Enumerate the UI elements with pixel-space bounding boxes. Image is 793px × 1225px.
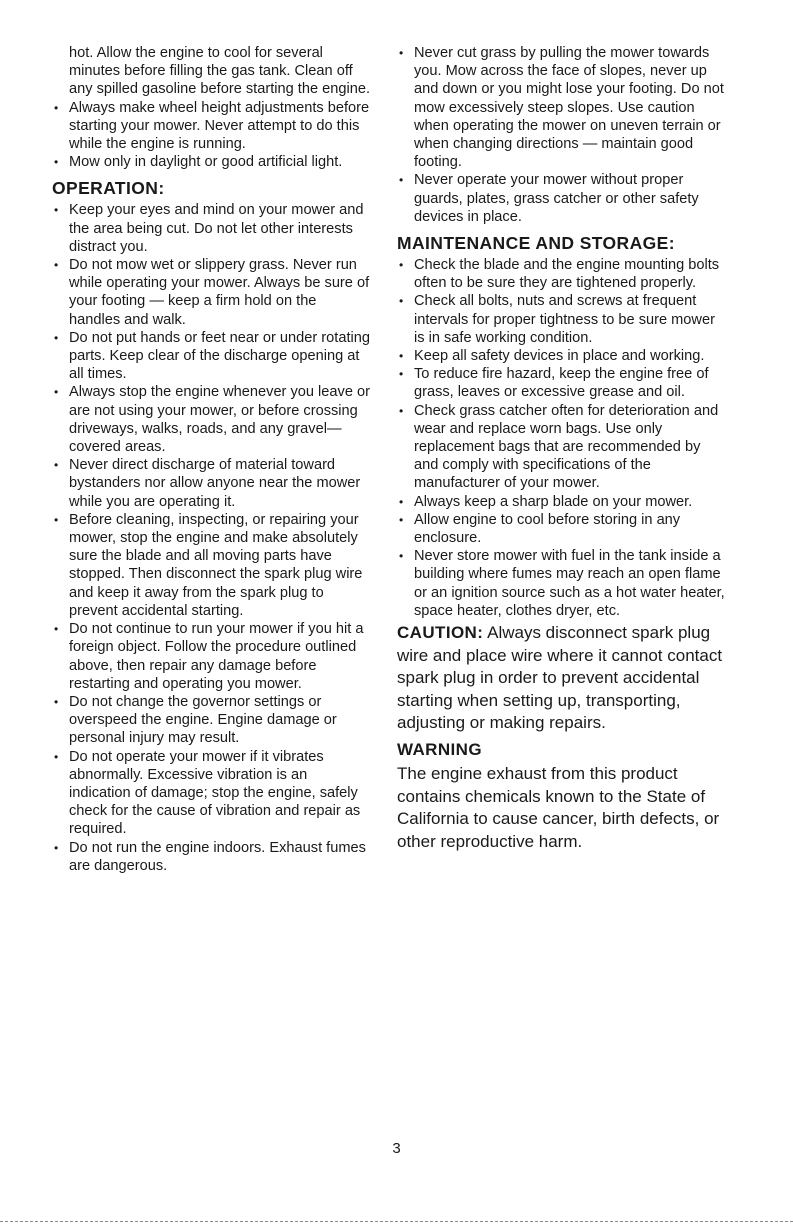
- list-item: • Do not continue to run your mower if you hit a foreign object. Follow the procedure outlined above, then repair any damage before restarting and operating you mower.: [54, 621, 364, 692]
- maintenance-heading: MAINTENANCE AND STORAGE:: [397, 233, 675, 254]
- list-item: • Keep all safety devices in place and working.: [399, 348, 705, 365]
- bullet-icon: •: [54, 100, 59, 115]
- list-item: • Check grass catcher often for deterioration and wear and replace worn bags. Use only replacement bags that are recommended by and comply with specifications of the manufacturer of your mower.: [399, 402, 719, 492]
- list-item: • Never cut grass by pulling the mower towards you. Mow across the face of slopes, never up and down or you might lose your footing. Do not mow excessively steep slopes. Use caution when operating the mower on uneven terrain or when changing directions — maintain good footing.: [399, 45, 724, 171]
- list-item: • Never store mower with fuel in the tank inside a building where fumes may reach an open flame or an ignition source such as a hot water heater, space heater, clothes dryer, etc.: [399, 548, 725, 619]
- bullet-icon: •: [54, 840, 59, 855]
- bullet-list-top-left: [52, 99, 370, 172]
- list-item: • Do not operate your mower if it vibrates abnormally. Excessive vibration is an indication of damage; stop the engine, safely check for the cause of vibration and repair as required.: [54, 748, 361, 838]
- continuation-text: hot. Allow the engine to cool for several minutes before filling the gas tank. Clean off any spilled gasoline before starting the engine.: [69, 45, 370, 98]
- caution-paragraph: [397, 622, 727, 735]
- bullet-icon: •: [399, 349, 404, 364]
- bullet-icon: •: [399, 494, 404, 509]
- warning-text: The engine exhaust from this product contains chemicals known to the State of California to cause cancer, birth defects, or other reproductive harm.: [397, 764, 720, 851]
- operation-heading: OPERATION:: [52, 178, 165, 199]
- list-item: • Do not put hands or feet near or under rotating parts. Keep clear of the discharge opening at all times.: [54, 329, 370, 383]
- bullet-icon: •: [399, 258, 404, 273]
- bullet-icon: •: [54, 203, 59, 218]
- list-item: • To reduce fire hazard, keep the engine free of grass, leaves or excessive grease and oil.: [399, 366, 709, 401]
- maintenance-list: [397, 256, 727, 620]
- bullet-icon: •: [54, 694, 59, 709]
- list-item: • Do not change the governor settings or overspeed the engine. Engine damage or personal injury may result.: [54, 693, 337, 747]
- bullet-icon: •: [54, 258, 59, 273]
- list-item: • Always make wheel height adjustments before starting your mower. Never attempt to do this while the engine is running.: [54, 99, 370, 153]
- list-item: • Check all bolts, nuts and screws at frequent intervals for proper tightness to be sure mower is in safe working condition.: [399, 293, 715, 346]
- bullet-icon: •: [399, 549, 404, 564]
- bullet-icon: •: [399, 403, 404, 418]
- warning-heading: WARNING: [397, 740, 482, 760]
- list-item: • Keep your eyes and mind on your mower and the area being cut. Do not let other interests distract you.: [54, 202, 364, 255]
- bullet-icon: •: [54, 155, 59, 170]
- right-column: [397, 44, 727, 853]
- bullet-icon: •: [54, 512, 59, 527]
- caution-text: Always disconnect spark plug wire and place wire where it cannot contact spark plug in order to prevent accidental starting when setting up, transporting, adjusting or making repairs.: [397, 623, 723, 733]
- bullet-icon: •: [54, 458, 59, 473]
- list-item: • Mow only in daylight or good artificial light.: [54, 154, 343, 171]
- bullet-icon: •: [399, 173, 404, 188]
- bullet-icon: •: [54, 330, 59, 345]
- list-item: • Always keep a sharp blade on your mower.: [399, 493, 693, 510]
- list-item: • Do not run the engine indoors. Exhaust fumes are dangerous.: [54, 839, 366, 874]
- bullet-icon: •: [399, 294, 404, 309]
- list-item: • Allow engine to cool before storing in any enclosure.: [399, 511, 681, 547]
- operation-list: [52, 201, 370, 875]
- bullet-icon: •: [399, 367, 404, 382]
- bullet-icon: •: [54, 385, 59, 400]
- list-item: • Check the blade and the engine mounting bolts often to be sure they are tightened properly.: [399, 257, 720, 292]
- list-item: • Do not mow wet or slippery grass. Never run while operating your mower. Always be sure of your footing — keep a firm hold on the handles and walk.: [54, 257, 370, 328]
- list-item: • Never direct discharge of material toward bystanders nor allow anyone near the mower while you are operating it.: [54, 457, 361, 510]
- list-item: • Before cleaning, inspecting, or repairing your mower, stop the engine and make absolutely sure the blade and all moving parts have stopped. Then disconnect the spark plug wire and keep it away from the spark plug to prevent accidental starting.: [54, 511, 363, 619]
- left-column: [52, 44, 370, 875]
- list-item: • Always stop the engine whenever you leave or are not using your mower, or before crossing driveways, walks, roads, and any gravel—covered areas.: [54, 384, 370, 456]
- bullet-icon: •: [399, 512, 404, 527]
- bullet-list-top-right: [397, 44, 727, 226]
- caution-label: CAUTION:: [397, 623, 484, 643]
- bullet-icon: •: [399, 46, 404, 60]
- bullet-icon: •: [54, 622, 59, 637]
- bottom-divider: [0, 1221, 793, 1222]
- page-number: 3: [392, 1140, 401, 1157]
- bullet-icon: •: [54, 749, 59, 764]
- list-item: • Never operate your mower without proper guards, plates, grass catcher or other safety devices in place.: [399, 172, 699, 225]
